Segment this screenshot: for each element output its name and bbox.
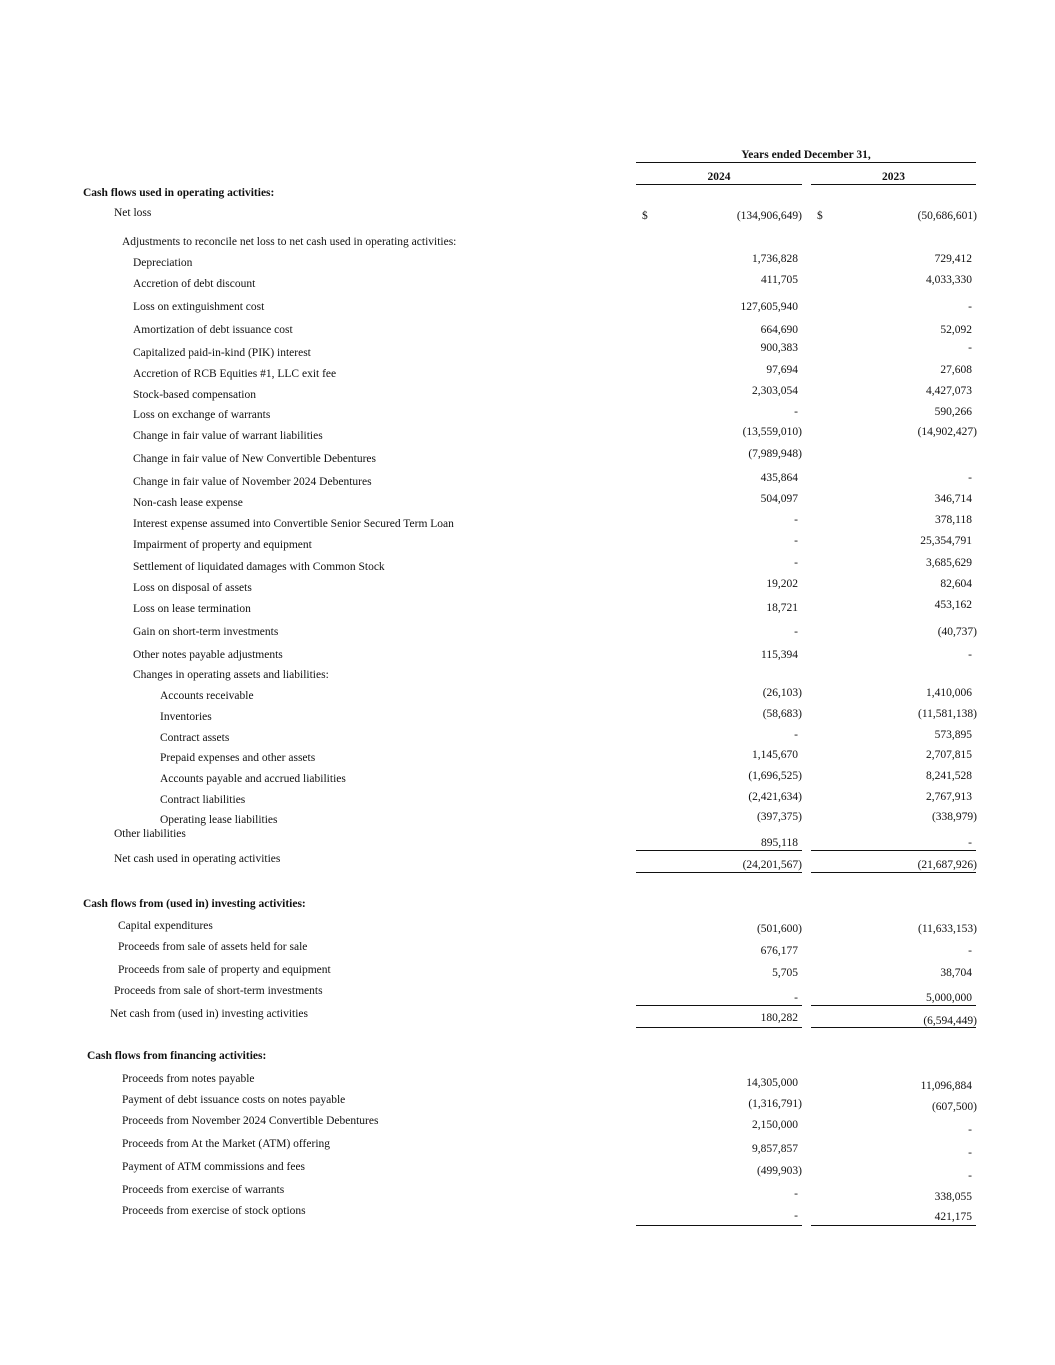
value-2023: 52,092	[940, 324, 972, 336]
value-2023: -	[968, 837, 972, 849]
value-2024: -	[794, 1210, 798, 1222]
value-2024: -	[794, 729, 798, 741]
row-label: Change in fair value of November 2024 Debentures	[133, 476, 372, 488]
row-label: Loss on lease termination	[133, 603, 251, 615]
value-2024: 1,145,670	[752, 749, 798, 761]
value-2024: (501,600)	[756, 923, 802, 935]
value-2023: 25,354,791	[920, 535, 972, 547]
row-label: Proceeds from November 2024 Convertible Debentures	[122, 1115, 379, 1127]
row-label: Capital expenditures	[118, 920, 213, 932]
value-2023: 590,266	[934, 406, 972, 418]
value-2024: -	[794, 992, 798, 1004]
row-label: Contract liabilities	[160, 794, 246, 806]
value-2024: 19,202	[766, 578, 798, 590]
year-2023-header: 2023	[882, 171, 905, 183]
row-label: Accounts receivable	[160, 690, 254, 702]
row-label: Other notes payable adjustments	[133, 649, 283, 661]
row-label: Proceeds from At the Market (ATM) offering	[122, 1138, 331, 1150]
value-2023: -	[968, 472, 972, 484]
value-2024: 664,690	[760, 324, 798, 336]
value-2023: 338,055	[934, 1191, 972, 1203]
value-2023: 2,767,913	[926, 791, 972, 803]
value-2023: 38,704	[940, 967, 972, 979]
value-2024: 2,303,054	[752, 385, 798, 397]
operating-section-title: Cash flows used in operating activities:	[83, 187, 275, 199]
year-2024-header-rule	[636, 184, 802, 185]
value-2024: -	[794, 406, 798, 418]
value-2023: 346,714	[934, 493, 972, 505]
value-2023: 453,162	[934, 599, 972, 611]
value-2023: (607,500)	[931, 1101, 977, 1113]
value-2024: (58,683)	[762, 708, 802, 720]
row-label: Accretion of debt discount	[133, 278, 256, 290]
value-2024: 504,097	[760, 493, 798, 505]
value-2023: 27,608	[940, 364, 972, 376]
row-label: Payment of ATM commissions and fees	[122, 1161, 306, 1173]
subtotal-rule-2024	[636, 850, 802, 851]
value-2023: (11,581,138)	[918, 708, 977, 720]
value-2023: 378,118	[935, 514, 972, 526]
row-label: Proceeds from exercise of warrants	[122, 1184, 285, 1196]
value-2023: -	[968, 342, 972, 354]
value-2024: 97,694	[766, 364, 798, 376]
value-2024: -	[794, 1188, 798, 1200]
row-label: Change in fair value of warrant liabilities	[133, 430, 323, 442]
currency-symbol-2023: $	[817, 210, 823, 222]
value-2023: 2,707,815	[926, 749, 972, 761]
value-2024: 895,118	[761, 837, 798, 849]
row-label: Contract assets	[160, 732, 230, 744]
value-2023: 729,412	[934, 253, 972, 265]
row-label: Net loss	[114, 207, 152, 219]
value-2024: 115,394	[761, 649, 798, 661]
row-label: Proceeds from sale of property and equipment	[118, 964, 331, 976]
subtotal-rule-2024	[636, 1225, 802, 1226]
row-label: Loss on exchange of warrants	[133, 409, 271, 421]
value-2024: 9,857,857	[752, 1143, 798, 1155]
subtotal-rule-2024	[636, 1005, 802, 1006]
value-2023: 4,033,330	[926, 274, 972, 286]
row-label: Net cash from (used in) investing activities	[110, 1008, 309, 1020]
value-2023: (338,979)	[931, 811, 977, 823]
value-2023: (11,633,153)	[918, 923, 977, 935]
row-label: Operating lease liabilities	[160, 814, 278, 826]
value-2023: 11,096,884	[920, 1080, 972, 1092]
total-rule-2024	[636, 1027, 802, 1028]
value-2024: (24,201,567)	[742, 859, 802, 871]
value-2023: 1,410,006	[926, 687, 972, 699]
value-2023: (6,594,449)	[923, 1015, 977, 1027]
subtotal-rule-2023	[811, 850, 976, 851]
period-header: Years ended December 31,	[741, 149, 871, 161]
row-label: Other liabilities	[114, 828, 186, 840]
value-2024: 180,282	[760, 1012, 798, 1024]
value-2023: (14,902,427)	[917, 426, 977, 438]
value-2023: 421,175	[934, 1211, 972, 1223]
value-2024: 18,721	[766, 602, 798, 614]
financing-section-title: Cash flows from financing activities:	[87, 1050, 267, 1062]
value-2024: -	[794, 557, 798, 569]
value-2024: (1,316,791)	[748, 1098, 802, 1110]
row-label: Amortization of debt issuance cost	[133, 324, 293, 336]
row-label: Proceeds from sale of assets held for sale	[118, 941, 308, 953]
row-label: Inventories	[160, 711, 212, 723]
investing-section-title: Cash flows from (used in) investing activities:	[83, 898, 306, 910]
value-2024: (2,421,634)	[748, 791, 802, 803]
row-label: Prepaid expenses and other assets	[160, 752, 316, 764]
total-rule-2023	[811, 1027, 976, 1028]
row-label: Impairment of property and equipment	[133, 539, 312, 551]
value-2023: 8,241,528	[926, 770, 972, 782]
total-rule-2024	[636, 872, 802, 873]
value-2024: 5,705	[772, 967, 798, 979]
row-label: Net cash used in operating activities	[114, 853, 281, 865]
value-2023: 573,895	[934, 729, 972, 741]
value-2023: -	[968, 945, 972, 957]
value-2024: -	[794, 514, 798, 526]
value-2023: (40,737)	[937, 626, 977, 638]
row-label: Capitalized paid-in-kind (PIK) interest	[133, 347, 311, 359]
subtotal-rule-2023	[811, 1005, 976, 1006]
value-2024: 2,150,000	[752, 1119, 798, 1131]
row-label: Accounts payable and accrued liabilities	[160, 773, 346, 785]
value-2023: -	[968, 649, 972, 661]
value-2024: 14,305,000	[746, 1077, 798, 1089]
value-2024: (26,103)	[762, 687, 802, 699]
row-label: Gain on short-term investments	[133, 626, 279, 638]
value-2023: -	[968, 1170, 972, 1182]
value-2024: (134,906,649)	[736, 210, 802, 222]
adjustments-label: Adjustments to reconcile net loss to net cash used in operating activities:	[122, 236, 457, 248]
value-2024: (397,375)	[756, 811, 802, 823]
value-2024: (13,559,010)	[742, 426, 802, 438]
period-header-rule	[636, 162, 976, 163]
value-2023: (50,686,601)	[917, 210, 977, 222]
changes-label: Changes in operating assets and liabilities:	[133, 669, 329, 681]
row-label: Change in fair value of New Convertible Debentures	[133, 453, 377, 465]
value-2024: -	[794, 535, 798, 547]
row-label: Non-cash lease expense	[133, 497, 243, 509]
row-label: Loss on extinguishment cost	[133, 301, 265, 313]
year-2024-header: 2024	[707, 171, 731, 183]
row-label: Stock-based compensation	[133, 389, 256, 401]
value-2023: -	[968, 1124, 972, 1136]
value-2023: 82,604	[940, 578, 972, 590]
value-2023: 3,685,629	[926, 557, 972, 569]
row-label: Interest expense assumed into Convertible Senior Secured Term Loan	[133, 518, 454, 530]
value-2024: (499,903)	[756, 1165, 802, 1177]
value-2024: 900,383	[760, 342, 798, 354]
subtotal-rule-2023	[811, 1225, 976, 1226]
row-label: Settlement of liquidated damages with Common Stock	[133, 561, 385, 573]
row-label: Proceeds from exercise of stock options	[122, 1205, 306, 1217]
row-label: Loss on disposal of assets	[133, 582, 252, 594]
row-label: Proceeds from notes payable	[122, 1073, 255, 1085]
value-2023: 5,000,000	[926, 992, 972, 1004]
value-2024: -	[794, 626, 798, 638]
value-2023: -	[968, 1147, 972, 1159]
value-2024: 127,605,940	[740, 301, 798, 313]
row-label: Proceeds from sale of short-term investments	[114, 985, 323, 997]
value-2024: (1,696,525)	[748, 770, 802, 782]
row-label: Accretion of RCB Equities #1, LLC exit fee	[133, 368, 337, 380]
value-2024: 411,705	[761, 274, 798, 286]
row-label: Payment of debt issuance costs on notes payable	[122, 1094, 346, 1106]
value-2023: (21,687,926)	[917, 859, 977, 871]
row-label: Depreciation	[133, 257, 193, 269]
value-2023: 4,427,073	[926, 385, 972, 397]
value-2024: (7,989,948)	[748, 448, 802, 460]
value-2024: 435,864	[760, 472, 798, 484]
total-rule-2023	[811, 872, 976, 873]
value-2024: 676,177	[760, 945, 798, 957]
year-2023-header-rule	[811, 184, 976, 185]
value-2024: 1,736,828	[752, 253, 798, 265]
value-2023: -	[968, 301, 972, 313]
currency-symbol-2024: $	[642, 210, 648, 222]
